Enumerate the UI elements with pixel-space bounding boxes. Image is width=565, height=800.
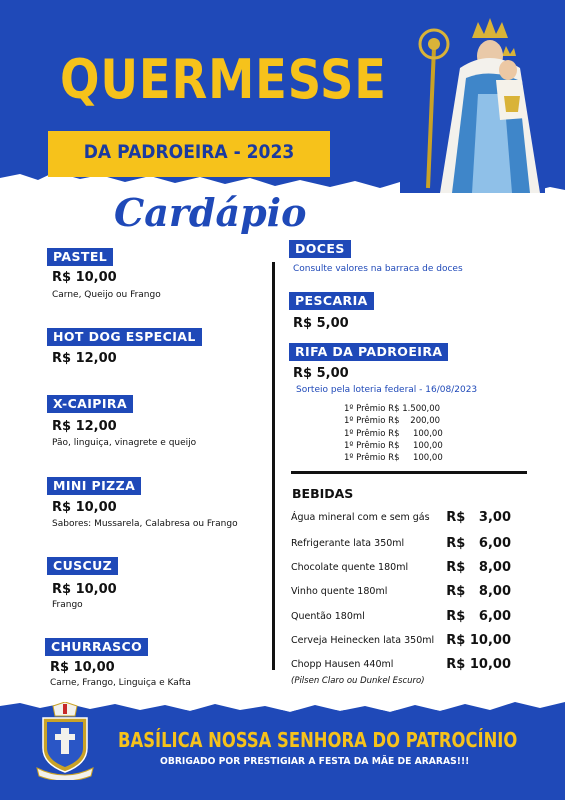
footer-subtitle: OBRIGADO POR PRESTIGIAR A FESTA DA MÃE DE ARARAS!!! <box>160 756 470 767</box>
prize-list <box>344 403 443 464</box>
item-desc-pastel: Carne, Queijo ou Frango <box>52 290 161 300</box>
drink-price: R$ 3,00 <box>446 510 511 525</box>
drink-row <box>291 633 511 653</box>
drink-price: R$ 8,00 <box>446 584 511 599</box>
drink-price: R$ 10,00 <box>446 633 511 648</box>
item-price-mini-pizza: R$ 10,00 <box>52 500 117 515</box>
item-tag-x-caipira: X-CAIPIRA <box>47 395 133 413</box>
drink-row <box>291 536 511 556</box>
event-title: QUERMESSE <box>60 48 387 111</box>
item-tag-hot-dog: HOT DOG ESPECIAL <box>47 328 202 346</box>
our-lady-statue-image <box>400 8 545 193</box>
item-tag-pescaria: PESCARIA <box>289 292 374 310</box>
item-tag-rifa: RIFA DA PADROEIRA <box>289 343 448 361</box>
prize-line: 1º Prêmio R$ 100,00 <box>344 428 443 439</box>
item-tag-cuscuz: CUSCUZ <box>47 557 118 575</box>
drink-name: Chocolate quente 180ml <box>291 562 409 573</box>
item-tag-pastel: PASTEL <box>47 248 113 266</box>
item-price-x-caipira: R$ 12,00 <box>52 419 117 434</box>
item-price-rifa: R$ 5,00 <box>293 366 349 381</box>
drink-name: Refrigerante lata 350ml <box>291 538 405 549</box>
menu-title: Cardápio <box>114 190 307 235</box>
item-desc-x-caipira: Pão, linguiça, vinagrete e queijo <box>52 438 197 448</box>
drink-price: R$ 10,00 <box>446 657 511 672</box>
drink-row <box>291 560 511 580</box>
item-tag-doces: DOCES <box>289 240 351 258</box>
item-price-cuscuz: R$ 10,00 <box>52 582 117 597</box>
item-price-pescaria: R$ 5,00 <box>293 316 349 331</box>
drink-row <box>291 609 511 629</box>
drink-price: R$ 8,00 <box>446 560 511 575</box>
drink-name: Vinho quente 180ml <box>291 586 388 597</box>
section-divider <box>291 471 527 474</box>
footer-title: BASÍLICA NOSSA SENHORA DO PATROCÍNIO <box>118 728 518 752</box>
subtitle-banner <box>48 131 330 177</box>
prize-line: 1º Prêmio R$ 100,00 <box>344 453 443 464</box>
item-tag-mini-pizza: MINI PIZZA <box>47 477 141 495</box>
item-price-churrasco: R$ 10,00 <box>50 660 115 675</box>
rifa-note: Sorteio pela loteria federal - 16/08/2023 <box>296 385 478 395</box>
drink-price: R$ 6,00 <box>446 609 511 624</box>
drink-row <box>291 657 511 677</box>
prize-line: 1º Prêmio R$ 1.500,00 <box>344 404 441 414</box>
drink-name: Água mineral com e sem gás <box>291 512 430 523</box>
drink-name: Cerveja Heinecken lata 350ml <box>291 635 435 646</box>
drink-name: Quentão 180ml <box>291 611 365 622</box>
item-tag-churrasco: CHURRASCO <box>45 638 148 656</box>
drink-price: R$ 6,00 <box>446 536 511 551</box>
item-desc-mini-pizza: Sabores: Mussarela, Calabresa ou Frango <box>52 519 238 529</box>
item-desc-churrasco: Carne, Frango, Linguiça e Kafta <box>50 678 191 688</box>
item-price-pastel: R$ 10,00 <box>52 270 117 285</box>
drink-row <box>291 584 511 604</box>
basilica-crest-logo <box>33 702 97 780</box>
prize-line: 1º Prêmio R$ 200,00 <box>344 416 441 427</box>
item-desc-cuscuz: Frango <box>52 600 83 610</box>
column-divider <box>272 262 275 670</box>
item-price-hot-dog: R$ 12,00 <box>52 351 117 366</box>
drink-row <box>291 510 511 530</box>
event-subtitle: DA PADROEIRA - 2023 <box>83 141 295 163</box>
prize-line: 1º Prêmio R$ 100,00 <box>344 440 443 451</box>
bebidas-title: BEBIDAS <box>292 486 354 501</box>
chopp-note: (Pilsen Claro ou Dunkel Escuro) <box>291 676 425 686</box>
doces-note: Consulte valores na barraca de doces <box>293 264 463 274</box>
drink-name: Chopp Hausen 440ml <box>291 659 394 670</box>
